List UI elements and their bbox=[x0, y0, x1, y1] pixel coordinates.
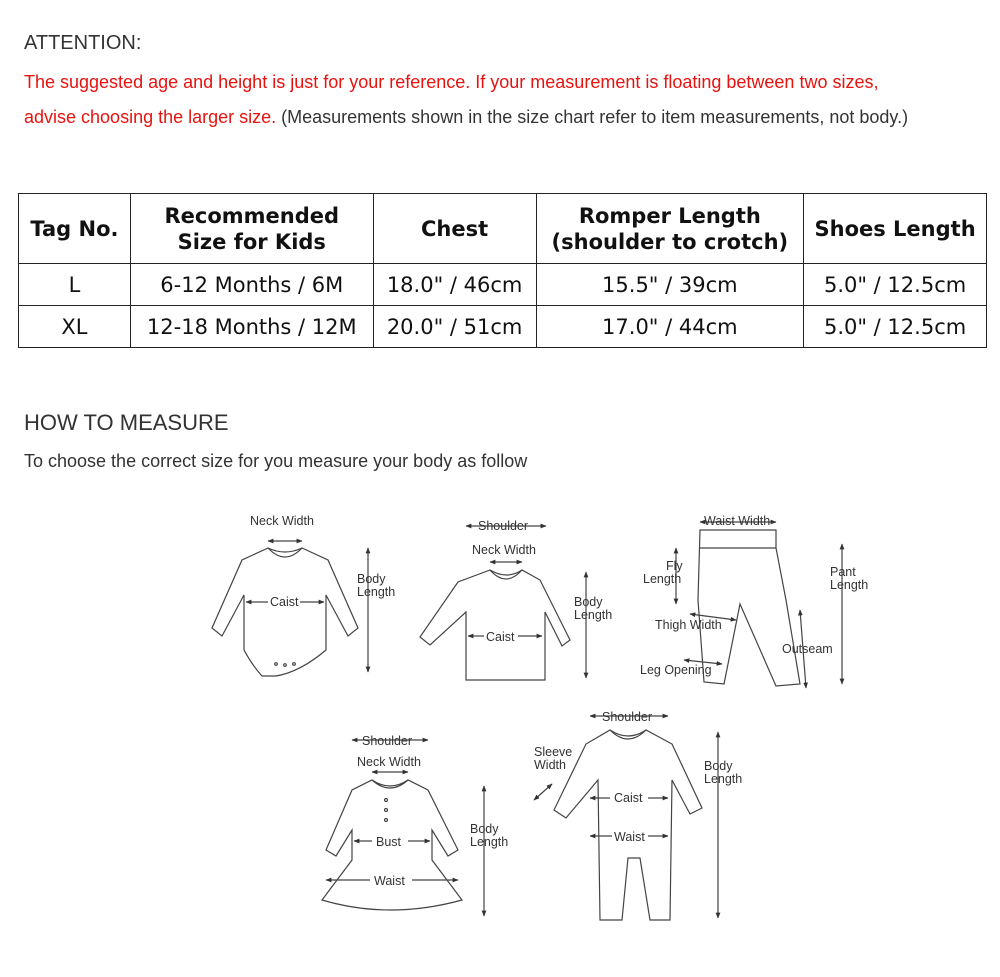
pants-thigh-width-label: Thigh Width bbox=[655, 618, 722, 632]
pants-outseam-label: Outseam bbox=[782, 642, 833, 656]
pants-pant-length-label: Length bbox=[830, 578, 869, 592]
attention-title: ATTENTION: bbox=[24, 32, 142, 54]
bodysuit-neck-width-label: Neck Width bbox=[250, 514, 314, 528]
attention-advice: advise choosing the larger size. bbox=[24, 107, 277, 127]
table-row bbox=[19, 264, 987, 306]
measurement-diagrams bbox=[0, 500, 1000, 930]
dress-body-label: Body bbox=[470, 822, 499, 836]
bodysuit-body-label: Body bbox=[357, 572, 386, 586]
header-romper-length: Romper Length (shoulder to crotch) bbox=[536, 194, 804, 264]
romper-sleeve-label: Sleeve bbox=[534, 745, 573, 759]
table-header-row bbox=[19, 194, 987, 264]
cell-size: 6-12 Months / 6M bbox=[130, 264, 373, 306]
pants-fly-label: Fly bbox=[666, 559, 683, 573]
pants-pant-label: Pant bbox=[830, 565, 856, 579]
cell-shoes-length: 5.0" / 12.5cm bbox=[804, 306, 987, 348]
dress-bust-label: Bust bbox=[376, 835, 402, 849]
attention-note: (Measurements shown in the size chart refer to item measurements, not body.) bbox=[276, 107, 909, 127]
dress-shoulder-label: Shoulder bbox=[362, 734, 413, 748]
pants-leg-opening-label: Leg Opening bbox=[640, 663, 712, 677]
dress-length-label: Length bbox=[470, 835, 509, 849]
attention-line-2 bbox=[24, 107, 908, 128]
cell-size: 12-18 Months / 12M bbox=[130, 306, 373, 348]
bodysuit-caist-label: Caist bbox=[270, 595, 299, 609]
how-to-measure-title: HOW TO MEASURE bbox=[24, 410, 229, 435]
how-to-measure-subtitle: To choose the correct size for you measure your body as follow bbox=[24, 451, 528, 471]
cell-tag: XL bbox=[19, 306, 131, 348]
dress-waist-label: Waist bbox=[374, 874, 405, 888]
cell-shoes-length: 5.0" / 12.5cm bbox=[804, 264, 987, 306]
size-chart-table bbox=[18, 193, 987, 348]
romper-sleeve-width-label: Width bbox=[534, 758, 566, 772]
header-tag-no: Tag No. bbox=[19, 194, 131, 264]
header-shoes-length: Shoes Length bbox=[804, 194, 987, 264]
cell-tag: L bbox=[19, 264, 131, 306]
romper-body-label: Body bbox=[704, 759, 733, 773]
cell-chest: 18.0" / 46cm bbox=[373, 264, 536, 306]
romper-waist-label: Waist bbox=[614, 830, 645, 844]
shirt-shoulder-label: Shoulder bbox=[478, 519, 529, 533]
romper-caist-label: Caist bbox=[614, 791, 643, 805]
table-row bbox=[19, 306, 987, 348]
shirt-neck-width-label: Neck Width bbox=[472, 543, 536, 557]
cell-romper-length: 15.5" / 39cm bbox=[536, 264, 804, 306]
attention-line-1: The suggested age and height is just for your reference. If your measurement is floating between two sizes, bbox=[24, 72, 879, 92]
dress-neck-width-label: Neck Width bbox=[357, 755, 421, 769]
romper-shoulder-label: Shoulder bbox=[602, 710, 653, 724]
cell-chest: 20.0" / 51cm bbox=[373, 306, 536, 348]
shirt-caist-label: Caist bbox=[486, 630, 515, 644]
cell-romper-length: 17.0" / 44cm bbox=[536, 306, 804, 348]
romper-length-label: Length bbox=[704, 772, 743, 786]
bodysuit-length-label: Length bbox=[357, 585, 396, 599]
pants-waist-width-label: Waist Width bbox=[704, 514, 771, 528]
pants-fly-length-label: Length bbox=[643, 572, 682, 586]
shirt-length-label: Length bbox=[574, 608, 613, 622]
header-recommended-size: Recommended Size for Kids bbox=[130, 194, 373, 264]
shirt-body-label: Body bbox=[574, 595, 603, 609]
header-chest: Chest bbox=[373, 194, 536, 264]
